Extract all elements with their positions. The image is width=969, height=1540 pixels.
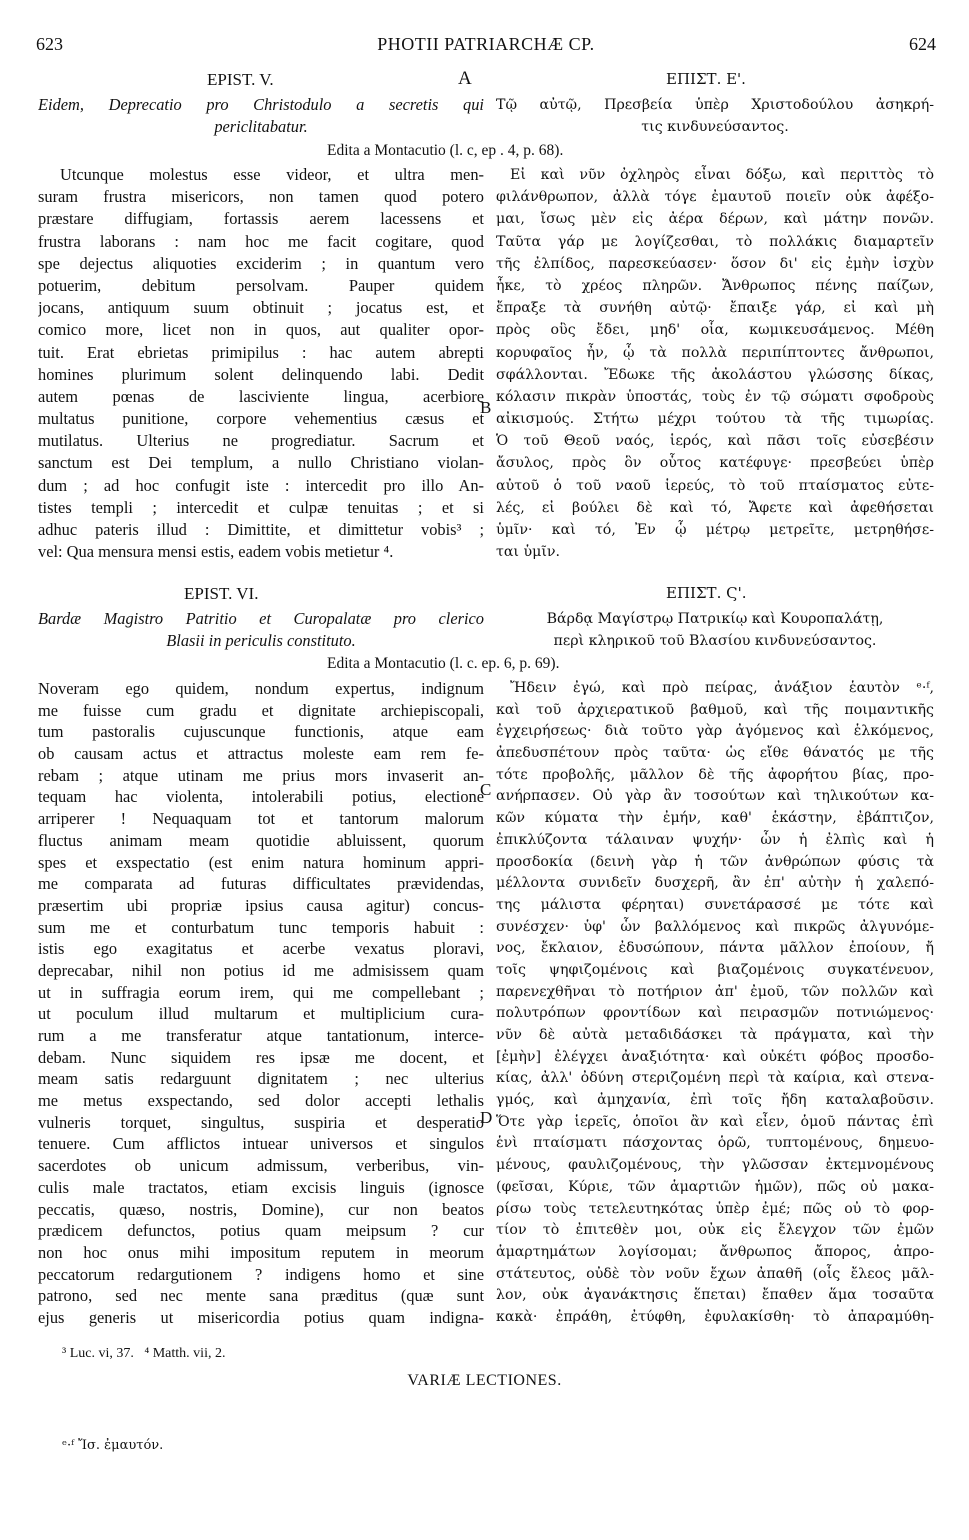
text-line: ανήρπασεν. Οὐ γὰρ ἂν τοσούτων καὶ τηλικούτων κα- <box>496 788 934 805</box>
text-line: Noveram ego quidem, nondum expertus, indignum <box>38 679 484 698</box>
margin-marker-b: B <box>480 398 492 417</box>
text-line: ἑνὶ πταίσματι πάσχοντας ὁρῶ, τυπτομένους, δημευο- <box>496 1135 934 1152</box>
epist5-latin-title <box>38 94 484 138</box>
title-line: Eidem, Deprecatio pro Christodulo a secretis qui <box>38 95 484 114</box>
text-line: Εἰ καὶ νῦν ὀχληρὸς εἶναι δόξω, καὶ περιττὸς τὸ <box>510 167 934 183</box>
text-line: prædicem defunctos, potius quam meipsum ? cur <box>38 1221 484 1241</box>
text-line: ἐγχειρήσεως· διὰ τοῦτο γὰρ ἀγόμενος καὶ ἑλκόμενος, <box>496 723 934 740</box>
text-line: frustra laborans : nam hoc me facit cogitare, quod <box>38 231 484 251</box>
text-line: της μάλιστα φέρηται) συνετάρασσέ με τότε καὶ <box>496 896 934 913</box>
text-line: non hoc onus mihi impositum reputem in meorum <box>38 1242 484 1262</box>
text-line: mutilatus. Ulterius ne progrediatur. Sacrum et <box>38 431 484 451</box>
text-line: αἰκισμούς. Στήτω μέχρι τούτου τὰ τῆς τιμωρίας. <box>496 411 934 428</box>
text-line: tequam hac violenta, intolerabili potius, electione <box>38 787 484 807</box>
text-line: suram frustra misericors, non tamen quod potero <box>38 187 484 207</box>
text-line: ἧκε, τὸ χρέος πληρῶν. Ἄνθρωπος πένης παίζων, <box>496 277 934 294</box>
text-line: γμός, καὶ ἀμηχανία, ἐπὶ τοῖς ἤδη καταλαβοῦσιν. <box>496 1092 934 1109</box>
text-line: ἀπεδυσπέτουν πρὸς ταῦτα· ὡς εἴθε θάνατός με τῆς <box>496 745 934 762</box>
text-line: culis male tractatos, etiam excisis linguis (ignosce <box>38 1177 484 1197</box>
text-line: φιλάνθρωπον, ἀλλὰ τόγε ἐμαυτοῦ ποιεῖν οὐκ ἀφέξο- <box>496 189 934 206</box>
text-line: istis ego exagitatus et acerbe vexatus ploravi, <box>38 939 484 959</box>
text-line: vel: Qua mensura mensi estis, eadem vobis metietur ⁴. <box>38 542 394 562</box>
text-line: πολυτρόπων φροντίδων καὶ πειρασμῶν ποτνιώμενος· <box>496 1005 934 1022</box>
text-line: νος, ἔκλαιον, ἐδυσώπουν, πάντα μᾶλλον ἐποίουν, ἤ <box>496 940 934 957</box>
epist5-greek-heading: ΕΠΙΣΤ. Ε'. <box>666 70 746 88</box>
text-line: præstare diffugiam, fortassis aerem lacessens et <box>38 209 484 229</box>
epist5-edita-note: Edita a Montacutio (l. c, ep . 4, p. 68). <box>327 142 564 159</box>
text-line: λον, οὐκ ἀγανάκτησις ἕπεται) ἔπαθεν ἅμα τοσαῦτα <box>496 1287 934 1304</box>
text-line: συνέσχεν· ὑφ' ὧν βαλλόμενος καὶ πικρῶς ἀλγυνόμε- <box>496 918 934 935</box>
title-line: Bardæ Magistro Patritio et Curopalatæ pro clerico <box>38 609 484 628</box>
text-line: ob causam actus et attractus moleste eam rem fe- <box>38 744 484 764</box>
text-line: comico more, licet non in quos, aut qualiter opor- <box>38 320 484 340</box>
margin-marker-a: A <box>458 68 472 89</box>
text-line: νῦν δὲ αὐτὰ μεταδιδάσκει τὰ πράγματα, καὶ τὴν <box>496 1027 934 1043</box>
text-line: meam satis redarguunt dignitatem ; nec ulterius <box>38 1069 484 1089</box>
title-line: περὶ κληρικοῦ τοῦ Βλασίου κινδυνεύσαντος. <box>553 633 877 650</box>
text-line: ἁμαρτημάτων λογίσομαι; ἄνθρωπος ἄπορος, ἀπρο- <box>496 1243 934 1260</box>
text-line: me fuisse cum gradu et dignitate archiepiscopali, <box>38 700 484 720</box>
text-line: μέλλοντα συνιδεῖν δυσχερῆ, ἂν ἐπ' αὐτὴν ἡ χαλεπό- <box>496 875 934 892</box>
epist6-latin-title <box>38 608 484 652</box>
text-line: πρὸς οὓς ἔδει, μηδ' οἷα, κωμικευσάμενος. Μέθη <box>496 322 934 339</box>
text-line: potuerim, debitum persolvam. Pauper quidem <box>38 275 484 295</box>
title-line: Blasii in periculis constituto. <box>166 631 356 651</box>
text-line: præsertim ubi propriæ ipsius causa agitur) concus- <box>38 895 484 915</box>
epist5-greek-body <box>496 164 934 563</box>
text-line: autem pœnas de lasciviente lingua, acerbiore <box>38 386 484 406</box>
epist5-greek-title <box>496 94 934 138</box>
text-line: ἄσυλος, πρὸς ὃν οὗτος κατέφυγε· πρεσβεύει ὑπὲρ <box>496 455 934 472</box>
text-line: κῶν κύματα τὴν ἐμήν, καθ' ἑκάστην, ἐβάπτιζον, <box>496 810 934 827</box>
text-line: ρίσω τοὺς τετελευτηκότας ὑπὲρ ἐμέ; πῶς οὐ τὸ φορ- <box>496 1200 934 1217</box>
epist6-greek-title <box>496 608 934 652</box>
text-line: peccatorum redargutionem ? indigens homo et sine <box>38 1264 484 1284</box>
running-title: PHOTII PATRIARCHÆ CP. <box>377 34 595 54</box>
text-line: deprecabar, nihil non potius id me admisissem quam <box>38 960 484 980</box>
text-line: λές, εἰ βούλει δὲ καὶ τό, Ἄφετε καὶ ἀφεθήσεται <box>496 499 934 516</box>
text-line: tistes templi ; intercedit et culpæ tenuitas ; et si <box>38 497 484 517</box>
margin-marker-c: C <box>480 780 492 799</box>
text-line: sanctum est Dei templum, a nullo Christiano violan- <box>38 453 484 473</box>
text-line: προσδοκία (δεινὴ γὰρ ἡ τῶν ἀνθρώπων φύσις τὰ <box>496 853 934 870</box>
text-line: multatus punitione, corpore vehementius cæsus et <box>38 409 484 429</box>
text-line: μένους, φαυλιζομένους, τὴν γλῶσσαν ἐκτεμνομένους <box>496 1157 934 1174</box>
text-line: μαι, ἴσως μὲν εἰς ἀέρα δέρων, καὶ μάτην πονῶν. <box>496 211 934 228</box>
text-line: arriperer ! Nequaquam tot et tantorum malorum <box>38 809 484 829</box>
epist6-latin-heading: EPIST. VI. <box>184 584 259 603</box>
text-line: vulneris torquet, singultus, suspiria et desperatio <box>38 1112 484 1132</box>
variae-lectiones-title: VARIÆ LECTIONES. <box>407 1372 562 1389</box>
text-line: adhuc pateris illud : Dimittite, et dimittetur vobis³ ; <box>38 520 484 539</box>
text-line: tenuere. Cum afflictos intuear universos et singulos <box>38 1134 484 1154</box>
title-line: Βάρδᾳ Μαγίστρῳ Πατρικίῳ καὶ Κουροπαλάτῃ, <box>546 611 884 627</box>
text-line: ἔπραξε τὰ συνήθη αὐτῷ· ἔπαιξε γάρ, εἰ καὶ μὴ <box>496 300 934 317</box>
text-line: Ταῦτα γάρ με λογίζεσθαι, τὸ πολλάκις διαμαρτεῖν <box>496 233 934 250</box>
text-line: κορυφαῖος ἦν, ᾧ τὰ πολλὰ περιπίπτοντες ἄνθρωποι, <box>496 344 934 361</box>
text-line: ὑμῖν· καὶ τό, Ἐν ᾧ μέτρῳ μετρεῖτε, μετρηθήσε- <box>496 522 934 538</box>
text-line: ται ὑμῖν. <box>496 544 561 561</box>
text-line: τῆς ἐλπίδος, παρεσκεύασεν· ὅσον δι' εἰς ἐμὴν ἰσχὺν <box>496 255 934 272</box>
text-line: rebam ; atque utinam me prius mors invaserit an- <box>38 765 484 785</box>
text-line: σφάλλονται. Ἔδωκε τῆς ἀκολάστου γλώσσης δίκας, <box>496 366 934 383</box>
text-line: dum ; ad hoc confugit iste : intercedit pro illo An- <box>38 475 484 495</box>
variae-lectiones-note: ᵉ·ᶠ Ἴσ. ἐμαυτόν. <box>62 1438 164 1453</box>
text-line: ἐπικλύζοντα τάλαιναν ψυχήν· ὧν ἡ ἐλπὶς καὶ ἡ <box>496 831 934 848</box>
text-line: τίον τὸ ἐπιτεθὲν μοι, οὐκ εἰς ἔλεγχον τῶν ἐμῶν <box>496 1222 934 1239</box>
epist6-greek-heading: ΕΠΙΣΤ. Ϛ'. <box>666 584 747 602</box>
title-line: τις κινδυνεύσαντος. <box>641 119 789 136</box>
footnotes: ³ Luc. vi, 37. ⁴ Matth. vii, 2. <box>62 1346 226 1361</box>
text-line: κίας, ἀλλ' ὀδύνη στεριζομένη περὶ τὰ καίρια, καὶ στενα- <box>496 1070 934 1087</box>
text-line: debam. Nunc siquidem res ipsæ me docent, et <box>38 1047 484 1067</box>
text-line: καὶ τοῦ ἀρχιερατικοῦ βαθμοῦ, καὶ τῆς ποιμαντικῆς <box>496 701 934 718</box>
text-line: peccatis, quæso, nostris, Domine), cur non beatos <box>38 1199 484 1219</box>
text-line: fluctus animam meam quotidie abluissent, quorum <box>38 830 484 850</box>
text-line: tum pastoralis cujuscunque functionis, atque eam <box>38 722 484 742</box>
text-line: spes et exspectatio (est enim natura hominum appri- <box>38 852 484 872</box>
title-line: Τῷ αὐτῷ, Πρεσβεία ὑπὲρ Χριστοδούλου ἀσηκρή- <box>496 97 934 113</box>
page-number-left: 623 <box>36 34 63 54</box>
epist6-edita-note: Edita a Montacutio (l. c. ep. 6, p. 69). <box>327 655 560 672</box>
text-line: spe dejectus aliquoties exciderim ; in quantum vero <box>38 253 484 273</box>
text-line: tuit. Erat ebrietas primipilus : hac autem abrepti <box>38 342 484 362</box>
text-line: me metus exspectando, sed dolor accepti lethalis <box>38 1091 484 1111</box>
text-line: κόλασιν πικρὰν ὑποστάς, τοὺς ἐν τῷ σώματι σφοδροὺς <box>496 388 934 405</box>
epist6-greek-body <box>496 678 934 1329</box>
text-line: sum me et conturbatum tunc temporis habuit : <box>38 917 484 937</box>
text-line: τοῖς ψηφιζομένοις καὶ βιαζομένοις συγκατένευον, <box>496 961 934 978</box>
epist5-latin-body <box>38 164 484 563</box>
margin-marker-d: D <box>480 1108 493 1127</box>
text-line: κακὰ· ἐπράθη, ἐτύφθη, ἐφυλακίσθη· τὸ ἀπαραμύθη- <box>496 1308 934 1325</box>
text-line: jocans, antiquum suum obtinuit ; jocatus est, et <box>38 298 484 318</box>
text-line: παρενεχθῆναι τὸ ποτήριον ἀπ' ἐμοῦ, τῶν πολλῶν καὶ <box>496 983 934 1000</box>
text-line: [ἐμὴν] ἐλέγχει ἀναξιότητα· καὶ οὐκέτι φόβος προσδο- <box>496 1048 934 1065</box>
page-number-right: 624 <box>909 34 936 54</box>
text-line: (φεῖσαι, Κύριε, τῶν ἁμαρτιῶν ἡμῶν), πῶς οὐ μακα- <box>496 1178 934 1195</box>
text-line: sacerdotes ob unicum admissum, verberibus, vin- <box>38 1156 484 1176</box>
text-line: αὐτοῦ ὁ τοῦ ναοῦ ἱερεύς, τὸ τοῦ πταίσματος εὐτε- <box>496 477 934 494</box>
text-line: στάτευτος, οὐδὲ τὸν νοῦν ἔχων ἀπαθῆ (οἷς ἔλεος μᾶλ- <box>496 1265 934 1282</box>
epist5-latin-heading: EPIST. V. <box>207 70 274 89</box>
text-line: rum a me transferatur atque tantationum, interce- <box>38 1026 484 1045</box>
text-line: ejus generis ut misericordia potius quam indigna- <box>38 1307 484 1327</box>
text-line: ut in suffragia eorum irem, qui me compellebant ; <box>38 982 484 1002</box>
running-header <box>36 34 936 58</box>
text-line: Ὅτε γὰρ ἱερεῖς, ὁποῖοι ἂν καὶ εἶεν, ὁμοῦ πάντας ἐπὶ <box>496 1113 934 1130</box>
text-line: ut poculum illud multarum et multiplicium cura- <box>38 1004 484 1024</box>
title-line: periclitabatur. <box>214 117 308 137</box>
text-line: τότε προβολῆς, μᾶλλον δὲ τῆς ἀφορήτου βίας, προ- <box>496 766 934 783</box>
text-line: patrono, sed nec mente sana præditus (quæ sunt <box>38 1286 484 1306</box>
text-line: homines plurimum solent delinquendo labi. Dedit <box>38 364 484 384</box>
epist6-latin-body <box>38 678 484 1329</box>
text-line: Ὁ τοῦ Θεοῦ ναός, ἱερός, καὶ πᾶσι τοῖς εὐσεβέσιν <box>496 433 934 450</box>
text-line: Utcunque molestus esse videor, et ultra men- <box>60 165 484 184</box>
text-line: me comparata ad futuras difficultates prævidendas, <box>38 874 484 894</box>
text-line: Ἤδειν ἐγώ, καὶ πρὸ πείρας, ἀνάξιον ἑαυτὸν ᵉ·ᶠ, <box>510 680 934 696</box>
